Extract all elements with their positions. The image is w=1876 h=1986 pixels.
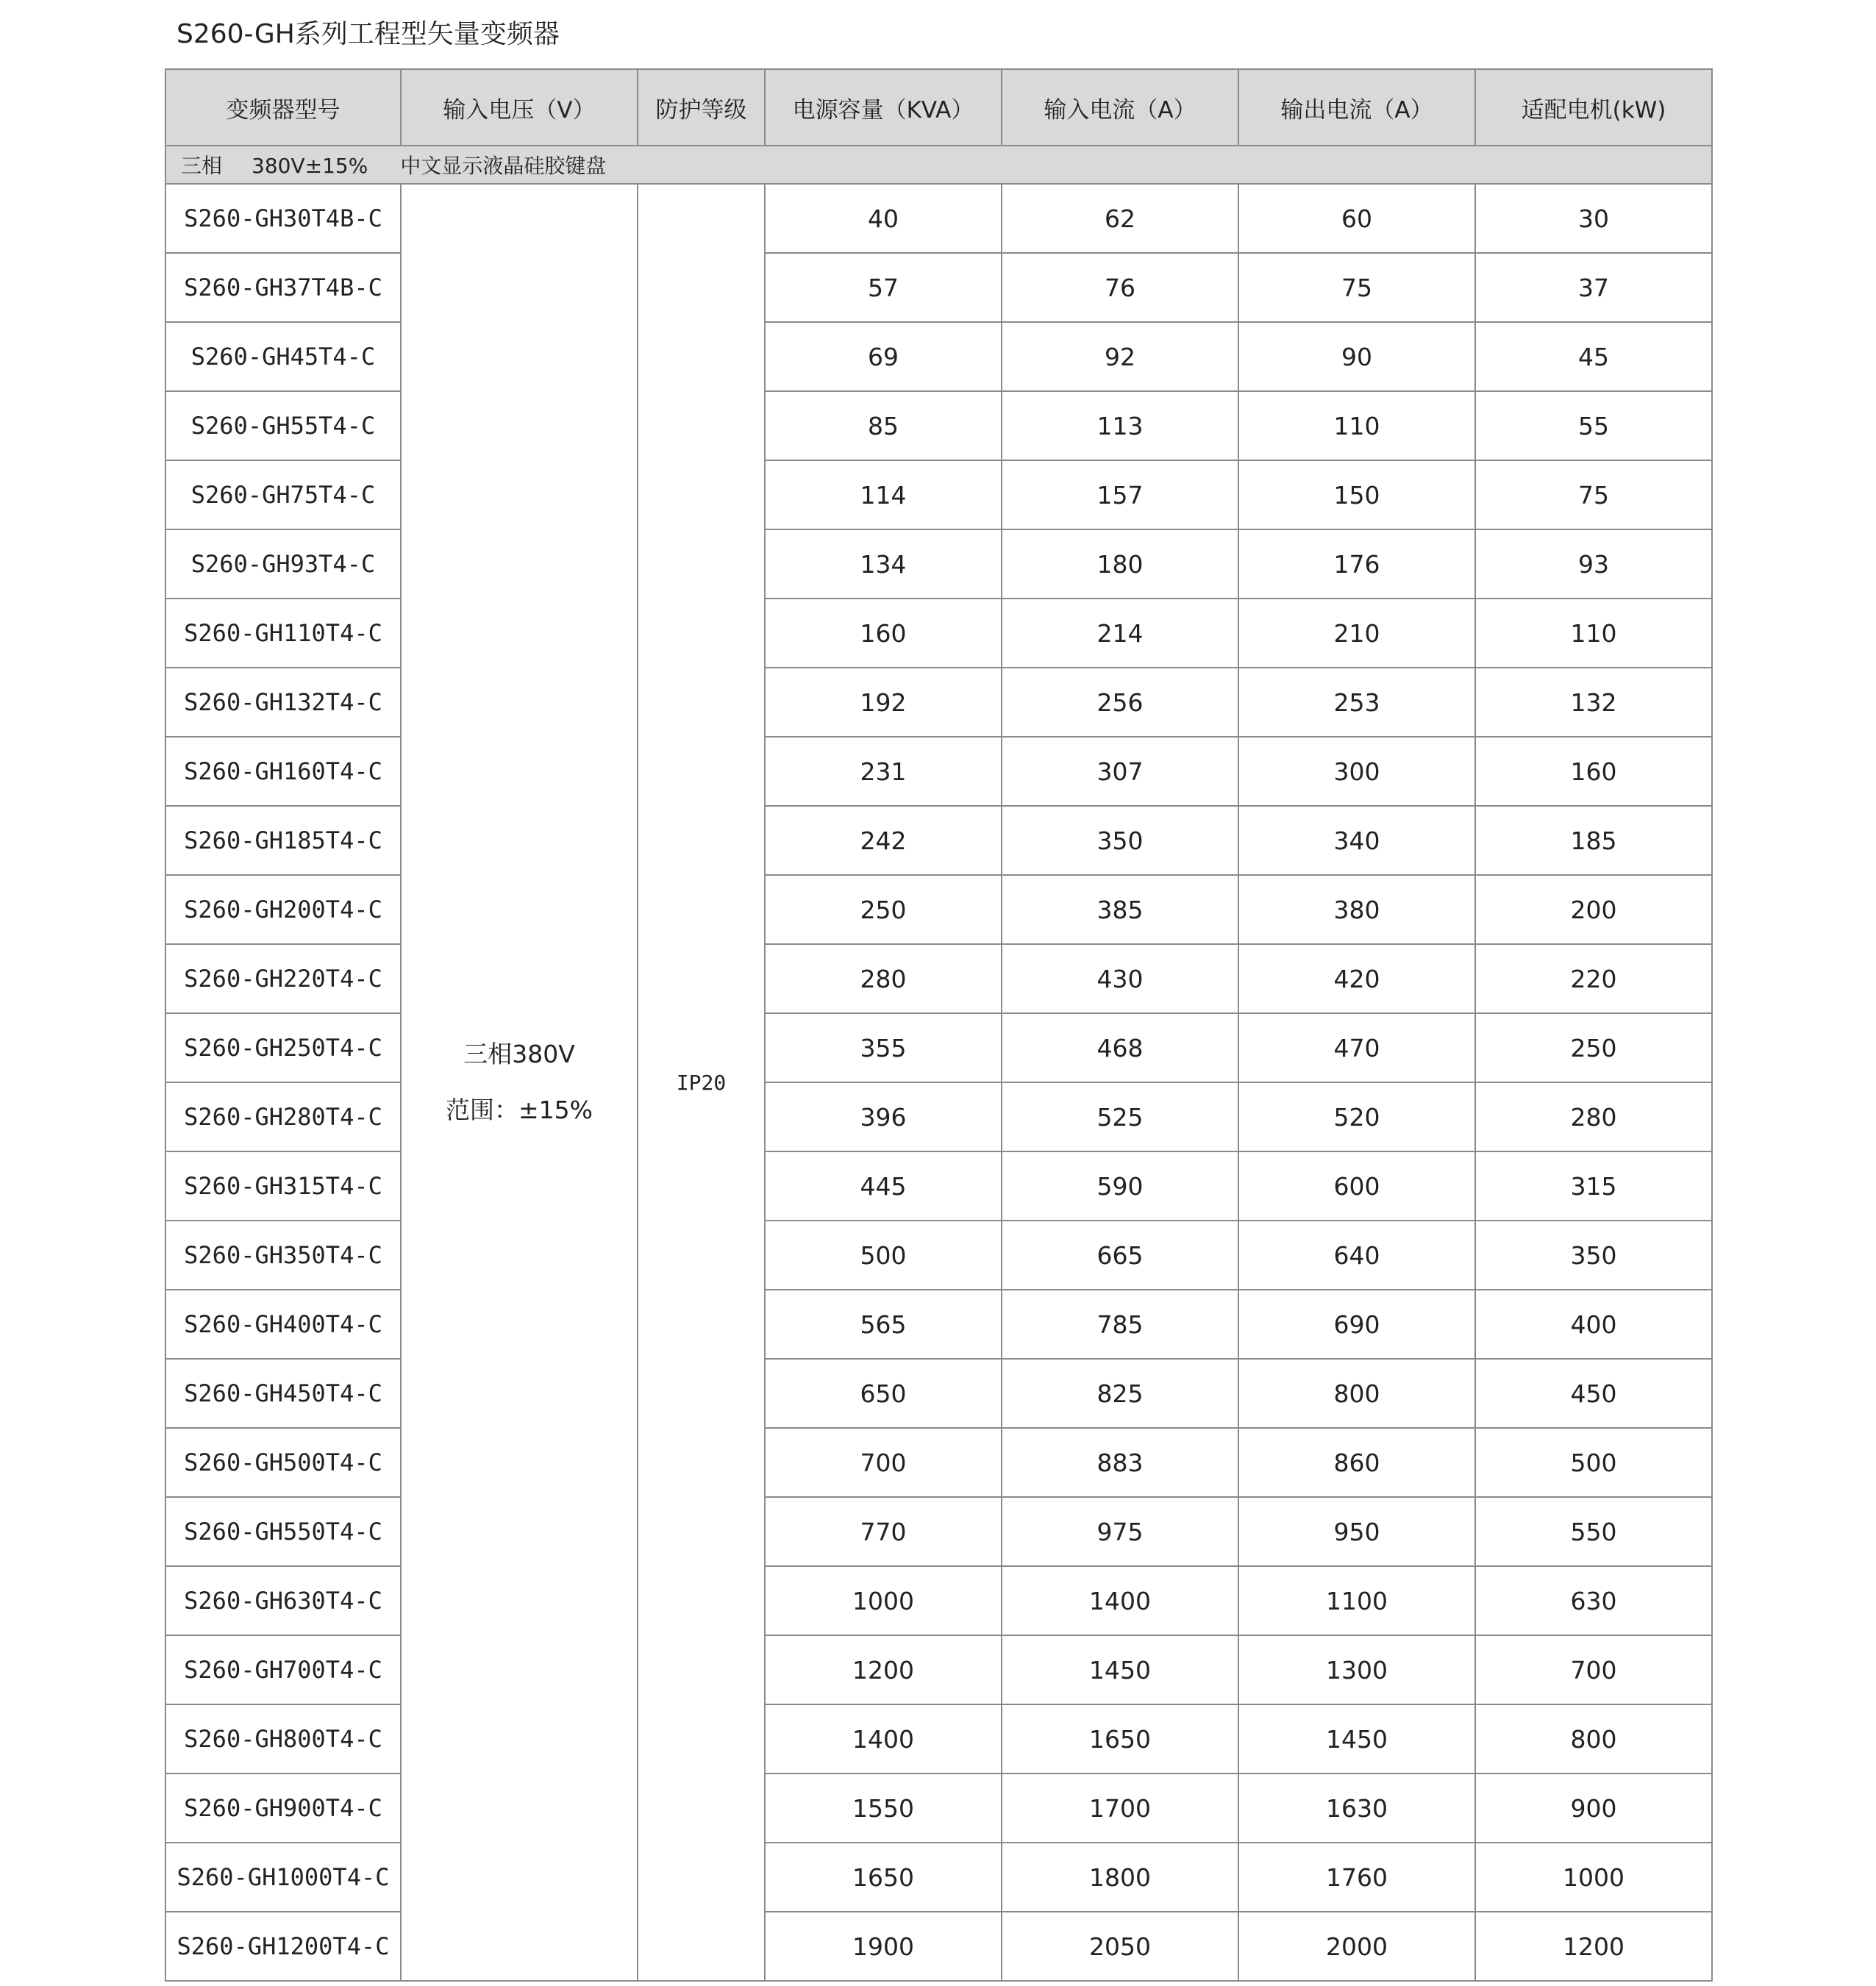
header-row [165,69,1712,146]
header-protection: 防护等级 [638,69,765,146]
output-current-cell: 600 [1238,1151,1475,1221]
table-row [165,1290,1712,1359]
motor-cell: 37 [1475,253,1712,322]
model-cell: S260-GH1200T4-C [165,1912,401,1981]
kva-cell: 500 [765,1221,1002,1290]
kva-cell: 1000 [765,1566,1002,1635]
kva-cell: 134 [765,529,1002,599]
input-current-cell: 975 [1002,1497,1238,1566]
input-current-cell: 385 [1002,875,1238,944]
header-motor: 适配电机(kW) [1475,69,1712,146]
model-cell: S260-GH350T4-C [165,1221,401,1290]
output-current-cell: 1100 [1238,1566,1475,1635]
table-row [165,1497,1712,1566]
motor-cell: 500 [1475,1428,1712,1497]
table-row [165,1428,1712,1497]
motor-cell: 30 [1475,184,1712,253]
header-model: 变频器型号 [165,69,401,146]
input-current-cell: 825 [1002,1359,1238,1428]
motor-cell: 55 [1475,391,1712,460]
table-row [165,253,1712,322]
input-current-cell: 468 [1002,1013,1238,1082]
model-cell: S260-GH450T4-C [165,1359,401,1428]
input-current-cell: 307 [1002,737,1238,806]
model-cell: S260-GH1000T4-C [165,1843,401,1912]
motor-cell: 280 [1475,1082,1712,1151]
kva-cell: 250 [765,875,1002,944]
kva-cell: 242 [765,806,1002,875]
model-cell: S260-GH200T4-C [165,875,401,944]
output-current-cell: 1450 [1238,1704,1475,1774]
model-cell: S260-GH550T4-C [165,1497,401,1566]
input-current-cell: 1800 [1002,1843,1238,1912]
model-cell: S260-GH37T4B-C [165,253,401,322]
input-current-cell: 1400 [1002,1566,1238,1635]
output-current-cell: 2000 [1238,1912,1475,1981]
kva-cell: 1900 [765,1912,1002,1981]
input-current-cell: 785 [1002,1290,1238,1359]
table-body [165,184,1712,1981]
motor-cell: 700 [1475,1635,1712,1704]
input-voltage-phase: 三相380V [463,1040,575,1068]
model-cell: S260-GH132T4-C [165,668,401,737]
motor-cell: 75 [1475,460,1712,529]
input-current-cell: 2050 [1002,1912,1238,1981]
model-cell: S260-GH630T4-C [165,1566,401,1635]
motor-cell: 800 [1475,1704,1712,1774]
kva-cell: 69 [765,322,1002,391]
output-current-cell: 300 [1238,737,1475,806]
input-current-cell: 256 [1002,668,1238,737]
kva-cell: 1550 [765,1774,1002,1843]
motor-cell: 200 [1475,875,1712,944]
table-row [165,737,1712,806]
table-row [165,1566,1712,1635]
table-row [165,460,1712,529]
output-current-cell: 470 [1238,1013,1475,1082]
table-header [165,69,1712,146]
model-cell: S260-GH800T4-C [165,1704,401,1774]
kva-cell: 280 [765,944,1002,1013]
kva-cell: 57 [765,253,1002,322]
output-current-cell: 253 [1238,668,1475,737]
motor-cell: 630 [1475,1566,1712,1635]
motor-cell: 45 [1475,322,1712,391]
model-cell: S260-GH75T4-C [165,460,401,529]
table-row [165,184,1712,253]
input-current-cell: 590 [1002,1151,1238,1221]
table-row [165,1843,1712,1912]
motor-cell: 1200 [1475,1912,1712,1981]
kva-cell: 565 [765,1290,1002,1359]
output-current-cell: 75 [1238,253,1475,322]
input-current-cell: 92 [1002,322,1238,391]
motor-cell: 220 [1475,944,1712,1013]
input-current-cell: 214 [1002,599,1238,668]
motor-cell: 185 [1475,806,1712,875]
table-row [165,599,1712,668]
motor-cell: 900 [1475,1774,1712,1843]
kva-cell: 1650 [765,1843,1002,1912]
note-display: 中文显示液晶硅胶键盘 [400,154,607,178]
model-cell: S260-GH280T4-C [165,1082,401,1151]
motor-cell: 350 [1475,1221,1712,1290]
header-input-current: 输入电流（A） [1002,69,1238,146]
table-row [165,668,1712,737]
note-cell [165,146,1712,184]
table-row [165,806,1712,875]
table-row [165,1635,1712,1704]
table-row [165,1151,1712,1221]
output-current-cell: 176 [1238,529,1475,599]
motor-cell: 550 [1475,1497,1712,1566]
input-current-cell: 430 [1002,944,1238,1013]
motor-cell: 132 [1475,668,1712,737]
output-current-cell: 1300 [1238,1635,1475,1704]
motor-cell: 93 [1475,529,1712,599]
output-current-cell: 210 [1238,599,1475,668]
input-current-cell: 1450 [1002,1635,1238,1704]
output-current-cell: 690 [1238,1290,1475,1359]
input-current-cell: 350 [1002,806,1238,875]
model-cell: S260-GH220T4-C [165,944,401,1013]
model-cell: S260-GH110T4-C [165,599,401,668]
input-current-cell: 883 [1002,1428,1238,1497]
output-current-cell: 800 [1238,1359,1475,1428]
kva-cell: 40 [765,184,1002,253]
kva-cell: 192 [765,668,1002,737]
model-cell: S260-GH30T4B-C [165,184,401,253]
table-row [165,1912,1712,1981]
motor-cell: 1000 [1475,1843,1712,1912]
table-row [165,529,1712,599]
input-current-cell: 76 [1002,253,1238,322]
document-title: S260-GH系列工程型矢量变频器 [176,19,560,49]
table-row [165,944,1712,1013]
note-phase: 三相 [181,154,223,178]
output-current-cell: 60 [1238,184,1475,253]
kva-cell: 114 [765,460,1002,529]
kva-cell: 396 [765,1082,1002,1151]
kva-cell: 160 [765,599,1002,668]
output-current-cell: 1630 [1238,1774,1475,1843]
model-cell: S260-GH700T4-C [165,1635,401,1704]
header-power-capacity: 电源容量（KVA） [765,69,1002,146]
kva-cell: 700 [765,1428,1002,1497]
kva-cell: 85 [765,391,1002,460]
model-cell: S260-GH55T4-C [165,391,401,460]
kva-cell: 445 [765,1151,1002,1221]
table-row [165,1704,1712,1774]
table-row [165,1013,1712,1082]
model-cell: S260-GH250T4-C [165,1013,401,1082]
output-current-cell: 950 [1238,1497,1475,1566]
protection-cell: IP20 [638,184,765,1981]
motor-cell: 160 [1475,737,1712,806]
kva-cell: 650 [765,1359,1002,1428]
output-current-cell: 640 [1238,1221,1475,1290]
input-voltage-cell [401,184,638,1981]
motor-cell: 450 [1475,1359,1712,1428]
kva-cell: 1200 [765,1635,1002,1704]
output-current-cell: 420 [1238,944,1475,1013]
model-cell: S260-GH93T4-C [165,529,401,599]
kva-cell: 355 [765,1013,1002,1082]
input-current-cell: 1650 [1002,1704,1238,1774]
output-current-cell: 520 [1238,1082,1475,1151]
table-row [165,1082,1712,1151]
table-row [165,1774,1712,1843]
output-current-cell: 150 [1238,460,1475,529]
model-cell: S260-GH400T4-C [165,1290,401,1359]
kva-cell: 770 [765,1497,1002,1566]
table-row [165,875,1712,944]
output-current-cell: 110 [1238,391,1475,460]
input-voltage-range: 范围：±15% [446,1096,593,1124]
input-current-cell: 157 [1002,460,1238,529]
model-cell: S260-GH185T4-C [165,806,401,875]
spec-table [165,68,1713,1982]
motor-cell: 250 [1475,1013,1712,1082]
model-cell: S260-GH900T4-C [165,1774,401,1843]
input-current-cell: 180 [1002,529,1238,599]
header-input-voltage: 输入电压（V） [401,69,638,146]
input-current-cell: 113 [1002,391,1238,460]
kva-cell: 1400 [765,1704,1002,1774]
output-current-cell: 90 [1238,322,1475,391]
input-current-cell: 665 [1002,1221,1238,1290]
model-cell: S260-GH45T4-C [165,322,401,391]
note-section [165,146,1712,184]
model-cell: S260-GH315T4-C [165,1151,401,1221]
output-current-cell: 860 [1238,1428,1475,1497]
input-current-cell: 525 [1002,1082,1238,1151]
output-current-cell: 340 [1238,806,1475,875]
model-cell: S260-GH500T4-C [165,1428,401,1497]
table-row [165,391,1712,460]
input-current-cell: 1700 [1002,1774,1238,1843]
table-row [165,1359,1712,1428]
model-cell: S260-GH160T4-C [165,737,401,806]
note-row [165,146,1712,184]
table-row [165,1221,1712,1290]
motor-cell: 315 [1475,1151,1712,1221]
table-row [165,322,1712,391]
output-current-cell: 1760 [1238,1843,1475,1912]
input-current-cell: 62 [1002,184,1238,253]
kva-cell: 231 [765,737,1002,806]
output-current-cell: 380 [1238,875,1475,944]
note-voltage: 380V±15% [252,154,368,178]
header-output-current: 输出电流（A） [1238,69,1475,146]
motor-cell: 110 [1475,599,1712,668]
motor-cell: 400 [1475,1290,1712,1359]
